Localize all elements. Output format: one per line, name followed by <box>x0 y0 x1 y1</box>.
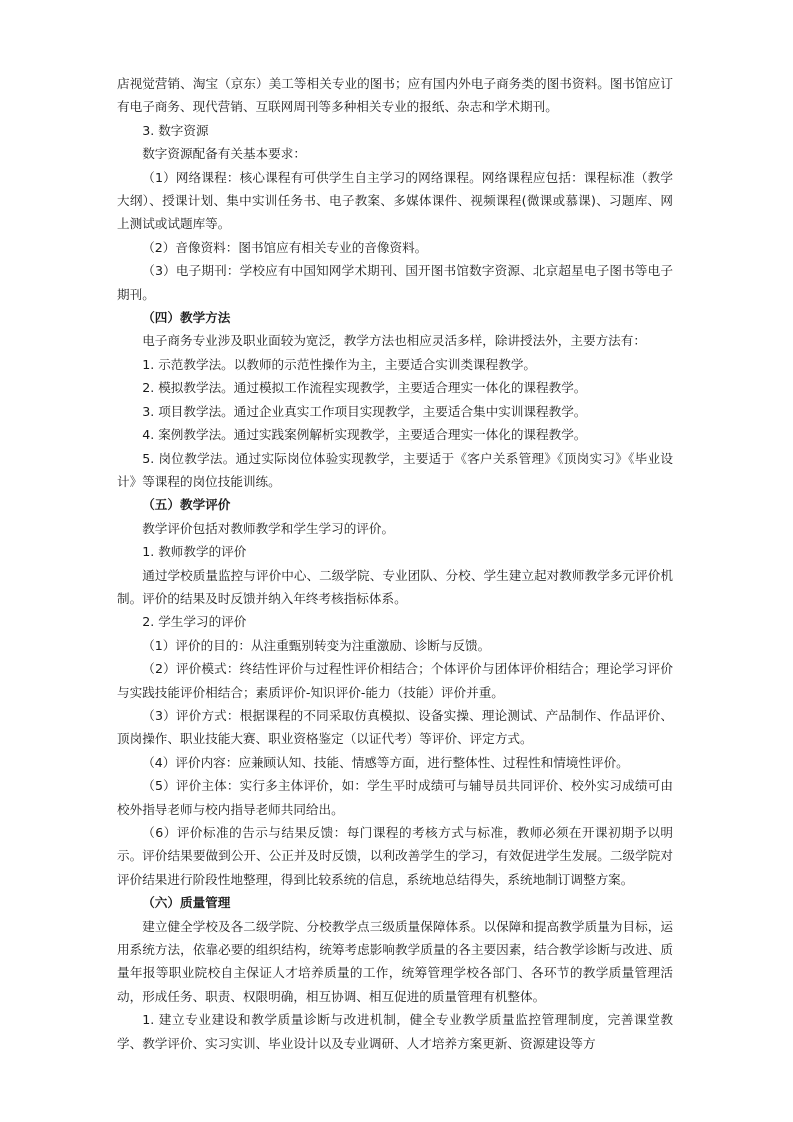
list-item: （3）电子期刊：学校应有中国知网学术期刊、国开图书馆数字资源、北京超星电子图书等电子期刊。 <box>117 263 673 302</box>
paragraph: 店视觉营销、淘宝（京东）美工等相关专业的图书；应有国内外电子商务类的图书资料。图书馆应订有电子商务、现代营销、互联网周刊等多种相关专业的报纸、杂志和学术期刊。 <box>117 76 673 115</box>
section-heading: （五）教学评价 <box>142 497 231 513</box>
list-item: （3）评价方式：根据课程的不同采取仿真模拟、设备实操、理论测试、产品制作、作品评价、顶岗操作、职业技能大赛、职业资格鉴定（以证代考）等评价、评定方式。 <box>117 707 673 747</box>
document-page <box>117 72 673 1055</box>
paragraph: 通过学校质量监控与评价中心、二级学院、专业团队、分校、学生建立起对教师教学多元评价机制。评价的结果及时反馈并纳入年终考核指标体系。 <box>117 567 673 606</box>
paragraph: 数字资源配备有关基本要求： <box>142 146 306 162</box>
list-item: 2. 模拟教学法。通过模拟工作流程实现教学，主要适合理实一体化的课程教学。 <box>142 380 587 396</box>
paragraph: 建立健全学校及各二级学院、分校教学点三级质量保障体系。以保障和提高教学质量为目标，运用系统方法，依靠必要的组织结构，统筹考虑影响教学质量的各主要因素，结合教学诊断与改进、质量年报等职业院校自主保证人才培养质量的工作，统筹管理学校各部门、各环节的教学质量管理活动，形成任务、职责、权限明确，相互协调、相互促进的质量管理有机整体。 <box>117 918 673 1004</box>
paragraph: 电子商务专业涉及职业面较为宽泛，教学方法也相应灵活多样，除讲授法外，主要方法有： <box>142 333 646 349</box>
list-item: （1）评价的目的：从注重甄别转变为注重激励、诊断与反馈。 <box>142 637 491 653</box>
section-heading: （四）教学方法 <box>142 310 231 326</box>
paragraph: 教学评价包括对教师教学和学生学习的评价。 <box>142 520 395 536</box>
section-item: 3. 数字资源 <box>142 122 209 138</box>
list-item: （5）评价主体：实行多主体评价，如：学生平时成绩可与辅导员共同评价、校外实习成绩可由校外指导老师与校内指导老师共同给出。 <box>117 778 673 817</box>
section-heading: （六）质量管理 <box>142 895 231 911</box>
list-item: （2）音像资料：图书馆应有相关专业的音像资料。 <box>142 239 428 255</box>
list-item: 3. 项目教学法。通过企业真实工作项目实现教学，主要适合集中实训课程教学。 <box>142 403 587 419</box>
list-item: （6）评价标准的告示与结果反馈：每门课程的考核方式与标准，教师必须在开课初期予以明示。评价结果要做到公开、公正并及时反馈，以利改善学生的学习，有效促进学生发展。二级学院对评价结果进行阶段性地整理，得到比较系统的信息，系统地总结得失，系统地制订调整方案。 <box>117 825 673 887</box>
list-item: 1. 建立专业建设和教学质量诊断与改进机制，健全专业教学质量监控管理制度，完善课堂教学、教学评价、实习实训、毕业设计以及专业调研、人才培养方案更新、资源建设等方 <box>117 1012 673 1051</box>
list-item: 4. 案例教学法。通过实践案例解析实现教学，主要适合理实一体化的课程教学。 <box>142 427 587 443</box>
list-item: （4）评价内容：应兼顾认知、技能、情感等方面，进行整体性、过程性和情境性评价。 <box>142 754 629 770</box>
list-item: 1. 示范教学法。以教师的示范性操作为主，主要适合实训类课程教学。 <box>142 356 537 372</box>
section-item: 2. 学生学习的评价 <box>142 614 247 630</box>
list-item: （2）评价模式：终结性评价与过程性评价相结合；个体评价与团体评价相结合；理论学习评价与实践技能评价相结合；素质评价-知识评价-能力（技能）评价并重。 <box>117 661 673 700</box>
list-item: （1）网络课程：核心课程有可供学生自主学习的网络课程。网络课程应包括：课程标准（教学大纲）、授课计划、集中实训任务书、电子教案、多媒体课件、视频课程(微课或慕课)、习题库、网上测试或试题库等。 <box>117 169 673 232</box>
section-item: 1. 教师教学的评价 <box>142 544 247 560</box>
list-item: 5. 岗位教学法。通过实际岗位体验实现教学，主要适于《客户关系管理》《顶岗实习》《毕业设计》等课程的岗位技能训练。 <box>117 450 673 489</box>
